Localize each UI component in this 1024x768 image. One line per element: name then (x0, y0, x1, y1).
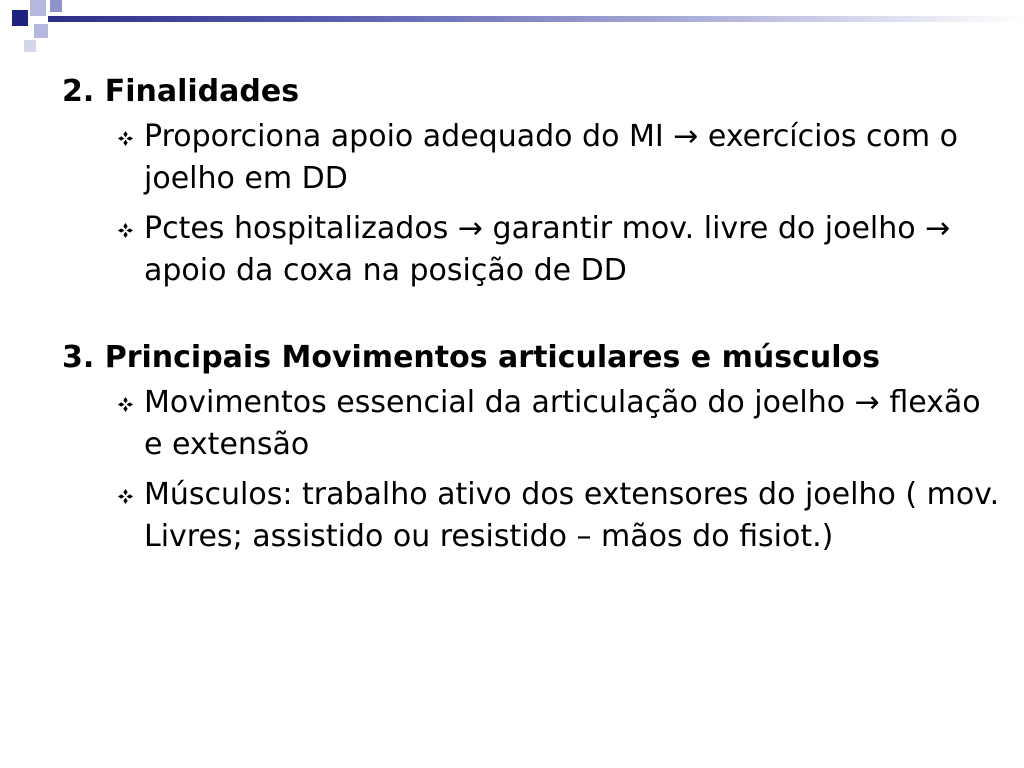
diamond-bullet-icon (118, 397, 133, 412)
section-3-title: 3. Principais Movimentos articulares e músculos (62, 340, 880, 375)
list-item (62, 382, 1002, 466)
bullet-text: Músculos: trabalho ativo dos extensores do joelho ( mov. Livres; assistido ou resistido – mãos do fisiot.) (144, 477, 1000, 554)
corner-square-light (50, 0, 62, 12)
corner-square-light (34, 24, 48, 38)
bullet-text: Proporciona apoio adequado do MI → exercícios com o joelho em DD (144, 119, 958, 196)
section-3-list (62, 382, 1002, 558)
bullet-text: Pctes hospitalizados → garantir mov. livre do joelho → apoio da coxa na posição de DD (144, 211, 951, 288)
list-item (62, 116, 1002, 200)
section-2-title: 2. Finalidades (62, 74, 300, 109)
list-item (62, 474, 1002, 558)
diamond-bullet-icon (118, 131, 133, 146)
header-gradient-bar (48, 16, 1024, 22)
bullet-text: Movimentos essencial da articulação do joelho → flexão e extensão (144, 385, 981, 462)
list-item (62, 208, 1002, 292)
corner-square-faint (24, 40, 36, 52)
corner-square-light (30, 0, 46, 16)
diamond-bullet-icon (118, 223, 133, 238)
section-2-list (62, 116, 1002, 292)
header-decoration (0, 0, 1024, 60)
corner-square-dark (12, 10, 28, 26)
diamond-bullet-icon (118, 489, 133, 504)
slide-content (62, 66, 1002, 558)
